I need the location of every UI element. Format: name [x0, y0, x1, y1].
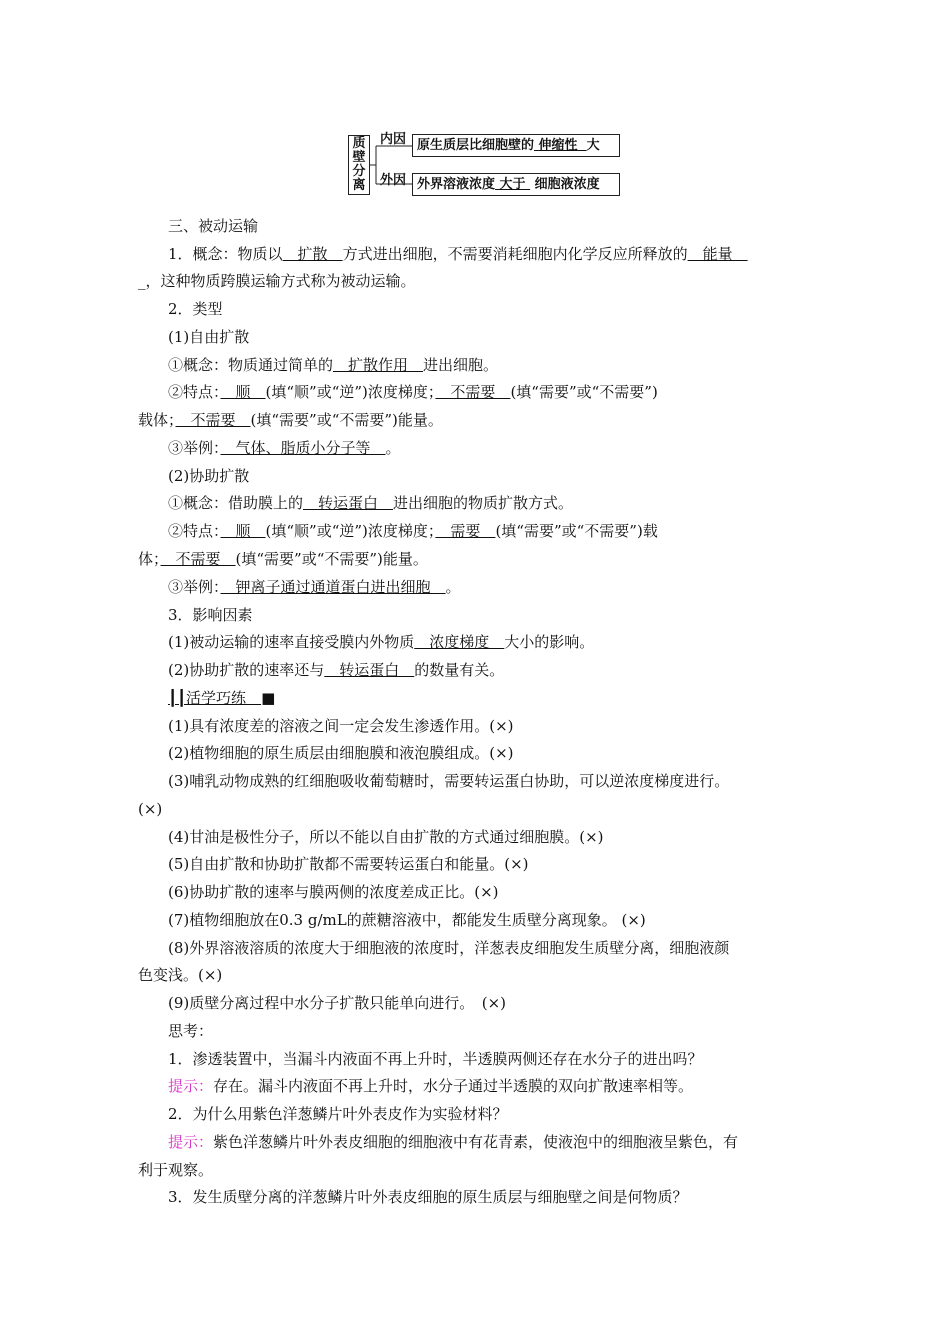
text-segment: (3)哺乳动物成熟的红细胞吸收葡萄糖时，需要转运蛋白协助，可以逆浓度梯度进行。	[168, 772, 730, 790]
inner-blank	[534, 138, 587, 153]
text-segment: 方式进出细胞，不需要消耗细胞内化学反应所释放的	[342, 245, 688, 263]
text-segment: 载体；	[138, 411, 176, 429]
text-line	[168, 327, 249, 347]
text-line	[168, 688, 275, 708]
inner-cause-box	[412, 134, 620, 157]
fill-blank-answer: 不需要	[160, 550, 236, 568]
text-segment: (填“需要”或“不需要”)能量。	[235, 550, 428, 568]
text-line	[168, 1021, 213, 1041]
hint-label: 提示：	[168, 1077, 214, 1095]
plasmolysis-diagram	[348, 128, 623, 200]
text-line	[138, 1160, 213, 1180]
text-line	[138, 549, 428, 569]
text-segment: ③举例：	[168, 439, 221, 457]
text-segment: 的数量有关。	[414, 661, 505, 679]
text-segment: ①概念：物质通过简单的	[168, 356, 334, 374]
outer-blank-text: 大于	[499, 177, 526, 192]
text-line	[168, 910, 646, 930]
fill-blank-answer: 转运蛋白	[303, 494, 394, 512]
text-segment: 三、被动运输	[168, 217, 259, 235]
inner-cause-label: 内因	[380, 132, 407, 147]
text-line	[168, 438, 401, 458]
text-line	[168, 382, 658, 402]
text-segment: (填“顺”或“逆”)浓度梯度；	[265, 522, 436, 540]
text-line	[168, 1076, 693, 1096]
text-line	[168, 743, 514, 763]
text-line	[138, 271, 416, 291]
text-segment: 利于观察。	[138, 1161, 214, 1179]
text-segment: (8)外界溶液溶质的浓度大于细胞液的浓度时，洋葱表皮细胞发生质壁分离，细胞液颜	[168, 939, 730, 957]
text-line	[168, 1132, 738, 1152]
text-segment: (4)甘油是极性分子，所以不能以自由扩散的方式通过细胞膜。(×)	[168, 828, 604, 846]
fill-blank-answer: 扩散	[282, 245, 343, 263]
fill-blank-answer: 气体、脂质小分子等	[220, 439, 386, 457]
text-segment: 2．类型	[168, 300, 223, 318]
text-line	[168, 466, 249, 486]
text-line	[138, 410, 443, 430]
text-line	[168, 938, 729, 958]
text-segment: 存在。漏斗内液面不再上升时，水分子通过半透膜的双向扩散速率相等。	[213, 1077, 694, 1095]
text-segment: ③举例：	[168, 578, 221, 596]
text-segment: 进出细胞。	[423, 356, 499, 374]
text-segment: (填“需要”或“不需要”)载	[495, 522, 658, 540]
text-segment: 大小的影响。	[504, 633, 595, 651]
text-segment: (6)协助扩散的速率与膜两侧的浓度差成正比。(×)	[168, 883, 499, 901]
text-segment: (填“需要”或“不需要”)	[510, 383, 658, 401]
text-segment: 3．影响因素	[168, 606, 253, 624]
text-line	[168, 716, 514, 736]
text-line	[168, 521, 658, 541]
outer-cause-label: 外因	[380, 173, 407, 188]
text-line	[168, 244, 748, 264]
text-segment: (填“顺”或“逆”)浓度梯度；	[265, 383, 436, 401]
text-segment: (9)质壁分离过程中水分子扩散只能单向进行。 (×)	[168, 994, 507, 1012]
fill-blank-answer: 需要	[435, 522, 496, 540]
text-segment: (1)自由扩散	[168, 328, 250, 346]
text-line	[168, 355, 498, 375]
outer-pre: 外界溶液浓度	[417, 177, 496, 192]
text-line	[168, 632, 594, 652]
text-segment: 色变浅。(×)	[138, 966, 223, 984]
fill-blank-answer: 扩散作用	[333, 356, 424, 374]
fill-blank-answer: 钾离子通过通道蛋白进出细胞	[220, 578, 446, 596]
outer-post: 细胞液浓度	[534, 177, 600, 192]
text-segment: ②特点：	[168, 383, 221, 401]
text-segment: (填“需要”或“不需要”)能量。	[250, 411, 443, 429]
text-segment: 。	[385, 439, 401, 457]
text-segment: (2)植物细胞的原生质层由细胞膜和液泡膜组成。(×)	[168, 744, 514, 762]
fill-blank-answer: ┃┃活学巧练	[168, 689, 262, 707]
text-segment: (2)协助扩散的速率还与	[168, 661, 325, 679]
fill-blank-answer: 顺	[220, 383, 266, 401]
text-segment: 进出细胞的物质扩散方式。	[393, 494, 574, 512]
text-segment: 2．为什么用紫色洋葱鳞片叶外表皮作为实验材料？	[168, 1105, 508, 1123]
text-segment: 1．概念：物质以	[168, 245, 283, 263]
text-segment: 思考：	[168, 1022, 214, 1040]
fill-blank-answer: 不需要	[435, 383, 511, 401]
inner-post: 大	[586, 138, 600, 153]
text-line	[168, 605, 253, 625]
inner-pre: 原生质层比细胞壁的	[417, 138, 535, 153]
text-line	[168, 577, 461, 597]
text-segment: 。	[445, 578, 461, 596]
text-segment: ①概念：借助膜上的	[168, 494, 304, 512]
text-line	[168, 216, 258, 236]
text-line	[168, 1187, 688, 1207]
text-segment: 1．渗透装置中，当漏斗内液面不再上升时，半透膜两侧还存在水分子的进出吗？	[168, 1050, 703, 1068]
diagram-main-label	[348, 135, 370, 195]
text-segment: (1)被动运输的速率直接受膜内外物质	[168, 633, 415, 651]
text-segment: (2)协助扩散	[168, 467, 250, 485]
text-segment: (5)自由扩散和协助扩散都不需要转运蛋白和能量。(×)	[168, 855, 529, 873]
outer-cause-box	[412, 173, 620, 196]
text-line	[168, 1049, 703, 1069]
fill-blank-answer: 能量	[687, 245, 748, 263]
text-segment: (×)	[138, 800, 163, 818]
text-segment: (7)植物细胞放在0.3 g/mL的蔗糖溶液中，都能发生质壁分离现象。 (×)	[168, 911, 646, 929]
text-segment: 3．发生质壁分离的洋葱鳞片叶外表皮细胞的原生质层与细胞壁之间是何物质？	[168, 1188, 688, 1206]
text-line	[168, 660, 504, 680]
text-segment: 紫色洋葱鳞片叶外表皮细胞的细胞液中有花青素，使液泡中的细胞液呈紫色，有	[213, 1133, 739, 1151]
text-segment: ②特点：	[168, 522, 221, 540]
text-line	[168, 827, 604, 847]
text-segment: 体；	[138, 550, 161, 568]
text-line	[168, 771, 729, 791]
hint-label: 提示：	[168, 1133, 214, 1151]
text-segment: _	[138, 272, 146, 290]
fill-blank-answer: 不需要	[175, 411, 251, 429]
text-line	[168, 854, 529, 874]
text-segment: ，这种物质跨膜运输方式称为被动运输。	[145, 272, 416, 290]
text-line	[168, 993, 506, 1013]
fill-blank-answer: 浓度梯度	[414, 633, 505, 651]
text-line	[138, 965, 222, 985]
fill-blank-answer: 转运蛋白	[324, 661, 415, 679]
diagram-main-text: 质壁分离	[352, 136, 366, 193]
outer-blank	[495, 177, 530, 192]
fill-blank-answer: 顺	[220, 522, 266, 540]
text-line	[168, 882, 499, 902]
text-line	[168, 299, 223, 319]
inner-blank-text: 伸缩性	[538, 138, 578, 153]
text-line	[138, 799, 162, 819]
text-line	[168, 493, 573, 513]
text-segment: ■	[261, 689, 276, 707]
text-line	[168, 1104, 508, 1124]
text-segment: (1)具有浓度差的溶液之间一定会发生渗透作用。(×)	[168, 717, 514, 735]
